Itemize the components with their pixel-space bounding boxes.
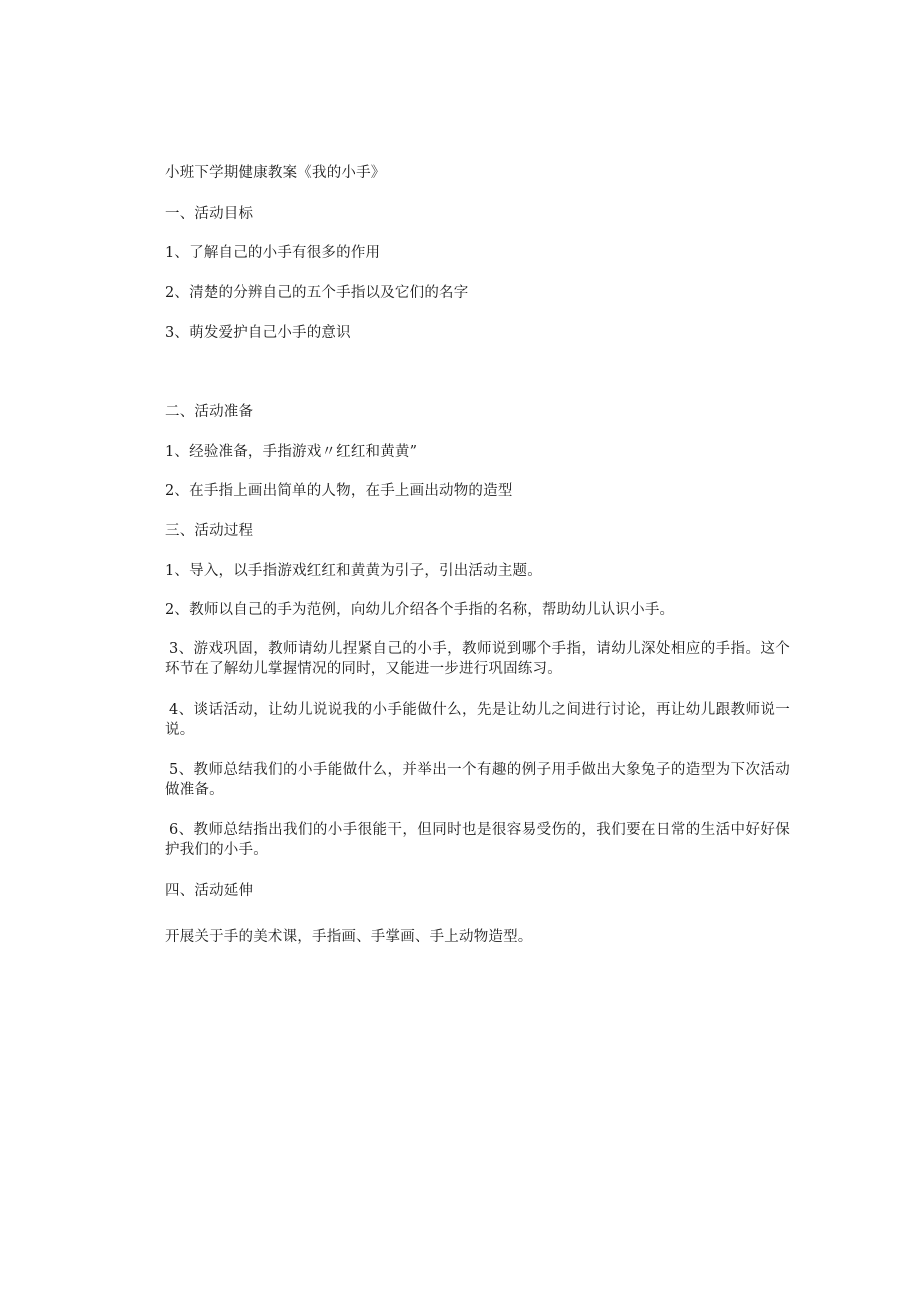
extension-body: 开展关于手的美术课，手指画、手掌画、手上动物造型。 bbox=[165, 929, 533, 945]
goal-item: 2、清楚的分辨自己的五个手指以及它们的名字 bbox=[165, 285, 469, 301]
preparation-item: 1、经验准备，手指游戏〃红红和黄黄” bbox=[165, 444, 418, 460]
document-title: 小班下学期健康教案《我的小手》 bbox=[165, 165, 386, 181]
section-heading-process: 三、活动过程 bbox=[165, 523, 254, 539]
process-item: 2、教师以自己的手为范例，向幼儿介绍各个手指的名称，帮助幼儿认识小手。 bbox=[165, 602, 675, 618]
process-item: 4、谈话活动，让幼儿说说我的小手能做什么，先是让幼儿之间进行讨论，再让幼儿跟教师说一说。 bbox=[165, 702, 790, 738]
section-heading-extension: 四、活动延伸 bbox=[165, 883, 254, 899]
section-heading-goals: 一、活动目标 bbox=[165, 206, 254, 222]
goal-item: 1、了解自己的小手有很多的作用 bbox=[165, 245, 381, 261]
goal-item: 3、萌发爱护自己小手的意识 bbox=[165, 325, 351, 341]
process-item: 5、教师总结我们的小手能做什么，并举出一个有趣的例子用手做出大象兔子的造型为下次活动做准备。 bbox=[165, 762, 790, 798]
process-item: 1、导入，以手指游戏红红和黄黄为引子，引出活动主题。 bbox=[165, 563, 542, 579]
process-item: 6、教师总结指出我们的小手很能干，但同时也是很容易受伤的，我们要在日常的生活中好好保护我们的小手。 bbox=[165, 822, 790, 858]
process-item: 3、游戏巩固，教师请幼儿捏紧自己的小手，教师说到哪个手指，请幼儿深处相应的手指。这个环节在了解幼儿掌握情况的同时，又能进一步进行巩固练习。 bbox=[165, 641, 790, 677]
preparation-item: 2、在手指上画出简单的人物，在手上画出动物的造型 bbox=[165, 483, 513, 499]
section-heading-preparation: 二、活动准备 bbox=[165, 404, 254, 420]
